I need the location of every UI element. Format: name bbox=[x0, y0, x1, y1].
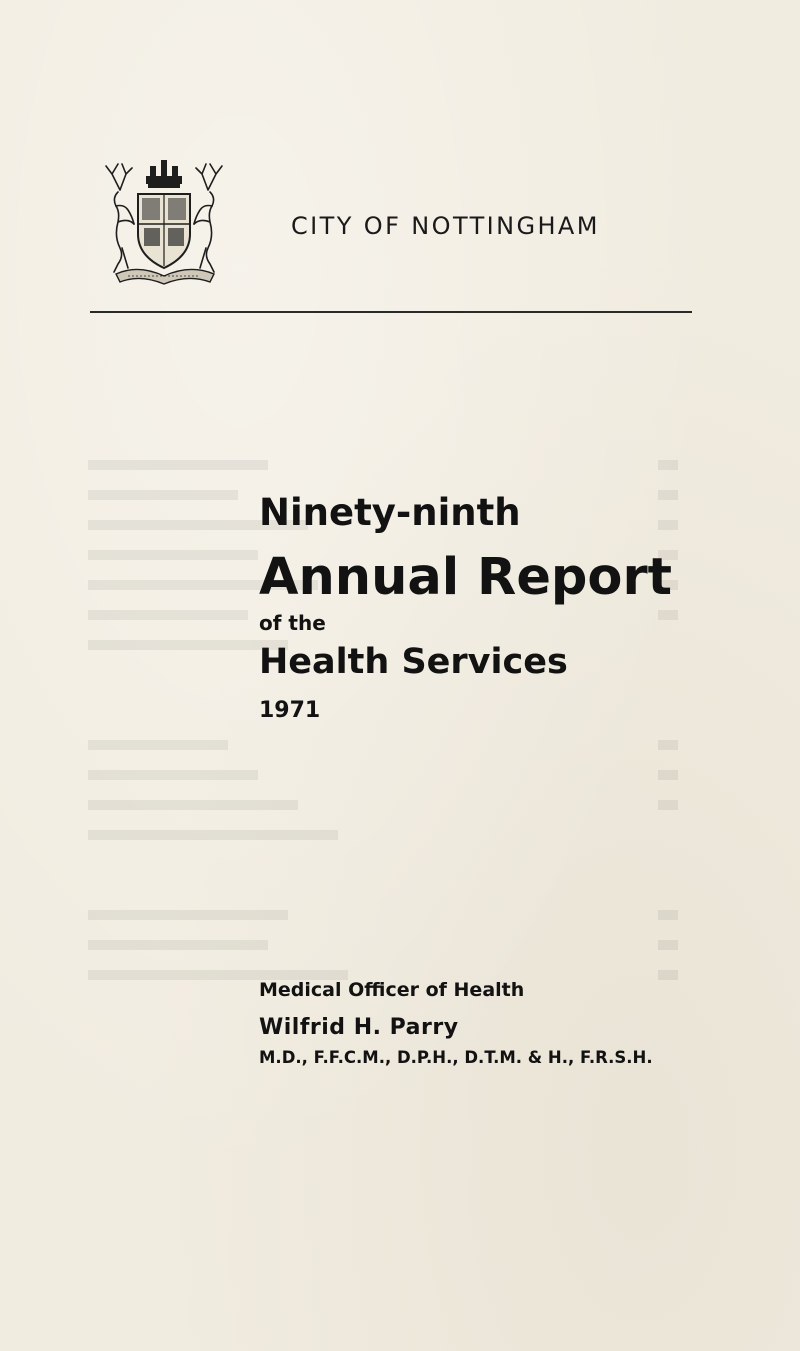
report-title: Annual Report bbox=[259, 548, 672, 607]
report-title-connector: of the bbox=[259, 611, 326, 635]
report-subject: Health Services bbox=[259, 642, 568, 682]
officer-block bbox=[259, 978, 689, 1068]
report-year: 1971 bbox=[259, 698, 321, 723]
officer-name: Wilfrid H. Parry bbox=[259, 1015, 459, 1040]
coat-of-arms-icon bbox=[98, 152, 230, 292]
city-title: CITY OF NOTTINGHAM bbox=[291, 212, 600, 240]
coat-of-arms-drawing bbox=[98, 152, 230, 292]
header-divider bbox=[90, 311, 692, 313]
report-ordinal: Ninety-ninth bbox=[259, 491, 521, 534]
officer-qualifications: M.D., F.F.C.M., D.P.H., D.T.M. & H., F.R.S.H. bbox=[259, 1048, 653, 1067]
officer-role: Medical Officer of Health bbox=[259, 979, 525, 1001]
